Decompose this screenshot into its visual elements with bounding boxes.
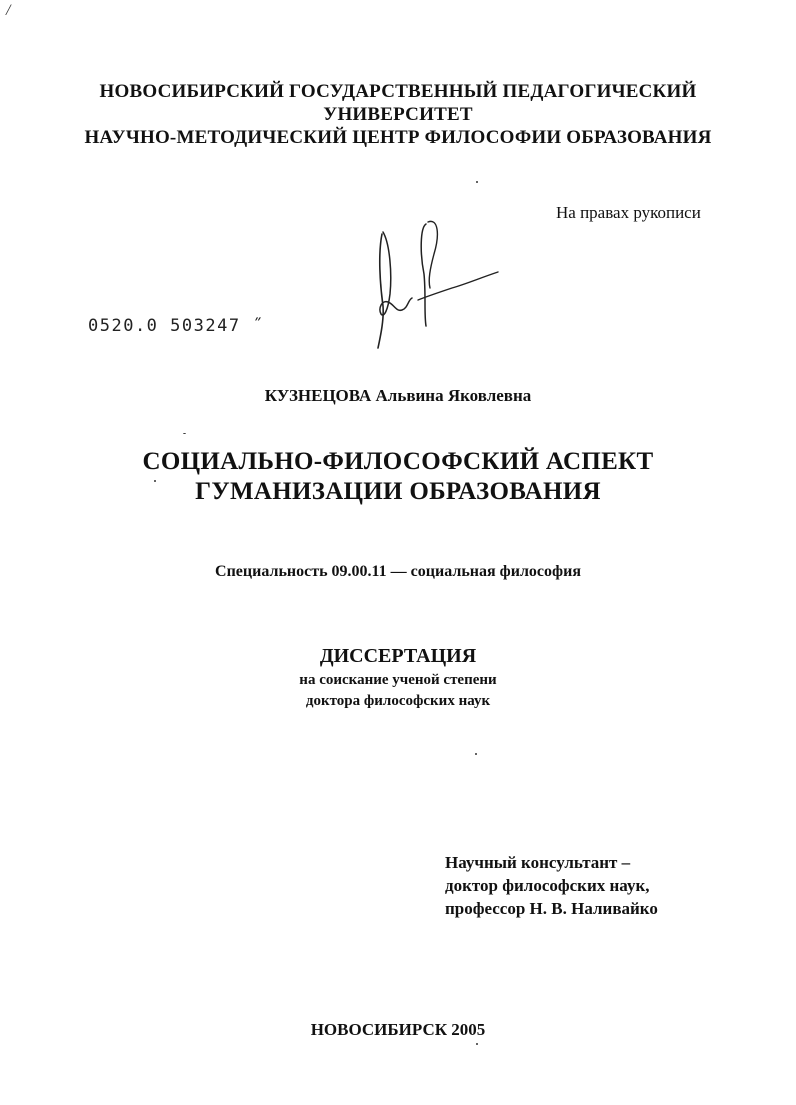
consultant-line-1: Научный консультант – <box>445 853 631 872</box>
scan-speck <box>476 1043 478 1045</box>
degree-line-2: доктора философских наук <box>305 693 491 709</box>
corner-mark: / <box>6 2 11 19</box>
scan-speck <box>154 480 156 482</box>
scientific-consultant <box>445 851 658 920</box>
institution-name-line-1: НОВОСИБИРСКИЙ ГОСУДАРСТВЕННЫЙ ПЕДАГОГИЧЕСКИЙ <box>99 81 697 102</box>
specialty: Специальность 09.00.11 — социальная философия <box>215 563 581 580</box>
archive-number: 0520.0 503247 ˝ <box>88 316 265 336</box>
institution-header <box>0 80 796 149</box>
title-line-1: СОЦИАЛЬНО-ФИЛОСОФСКИЙ АСПЕКТ <box>142 448 654 475</box>
scan-speck <box>476 181 478 183</box>
title-line-2: ГУМАНИЗАЦИИ ОБРАЗОВАНИЯ <box>195 478 601 505</box>
consultant-line-2: доктор философских наук, <box>445 876 650 895</box>
manuscript-rights-note: На правах рукописи <box>556 203 701 222</box>
research-center-name: НАУЧНО-МЕТОДИЧЕСКИЙ ЦЕНТР ФИЛОСОФИИ ОБРАЗОВАНИЯ <box>84 127 712 148</box>
scan-speck <box>183 433 186 434</box>
dissertation-type: ДИССЕРТАЦИЯ <box>319 645 477 667</box>
handwritten-signature <box>368 214 508 354</box>
consultant-line-3: профессор Н. В. Наливайко <box>445 899 658 918</box>
city-year: НОВОСИБИРСК 2005 <box>310 1020 486 1039</box>
scan-speck <box>475 753 477 755</box>
dissertation-title <box>0 447 796 507</box>
degree-line-1: на соискание ученой степени <box>299 672 497 688</box>
author-name: КУЗНЕЦОВА Альвина Яковлевна <box>264 386 532 405</box>
degree-description <box>0 670 796 712</box>
institution-name-line-2: УНИВЕРСИТЕТ <box>323 104 473 125</box>
